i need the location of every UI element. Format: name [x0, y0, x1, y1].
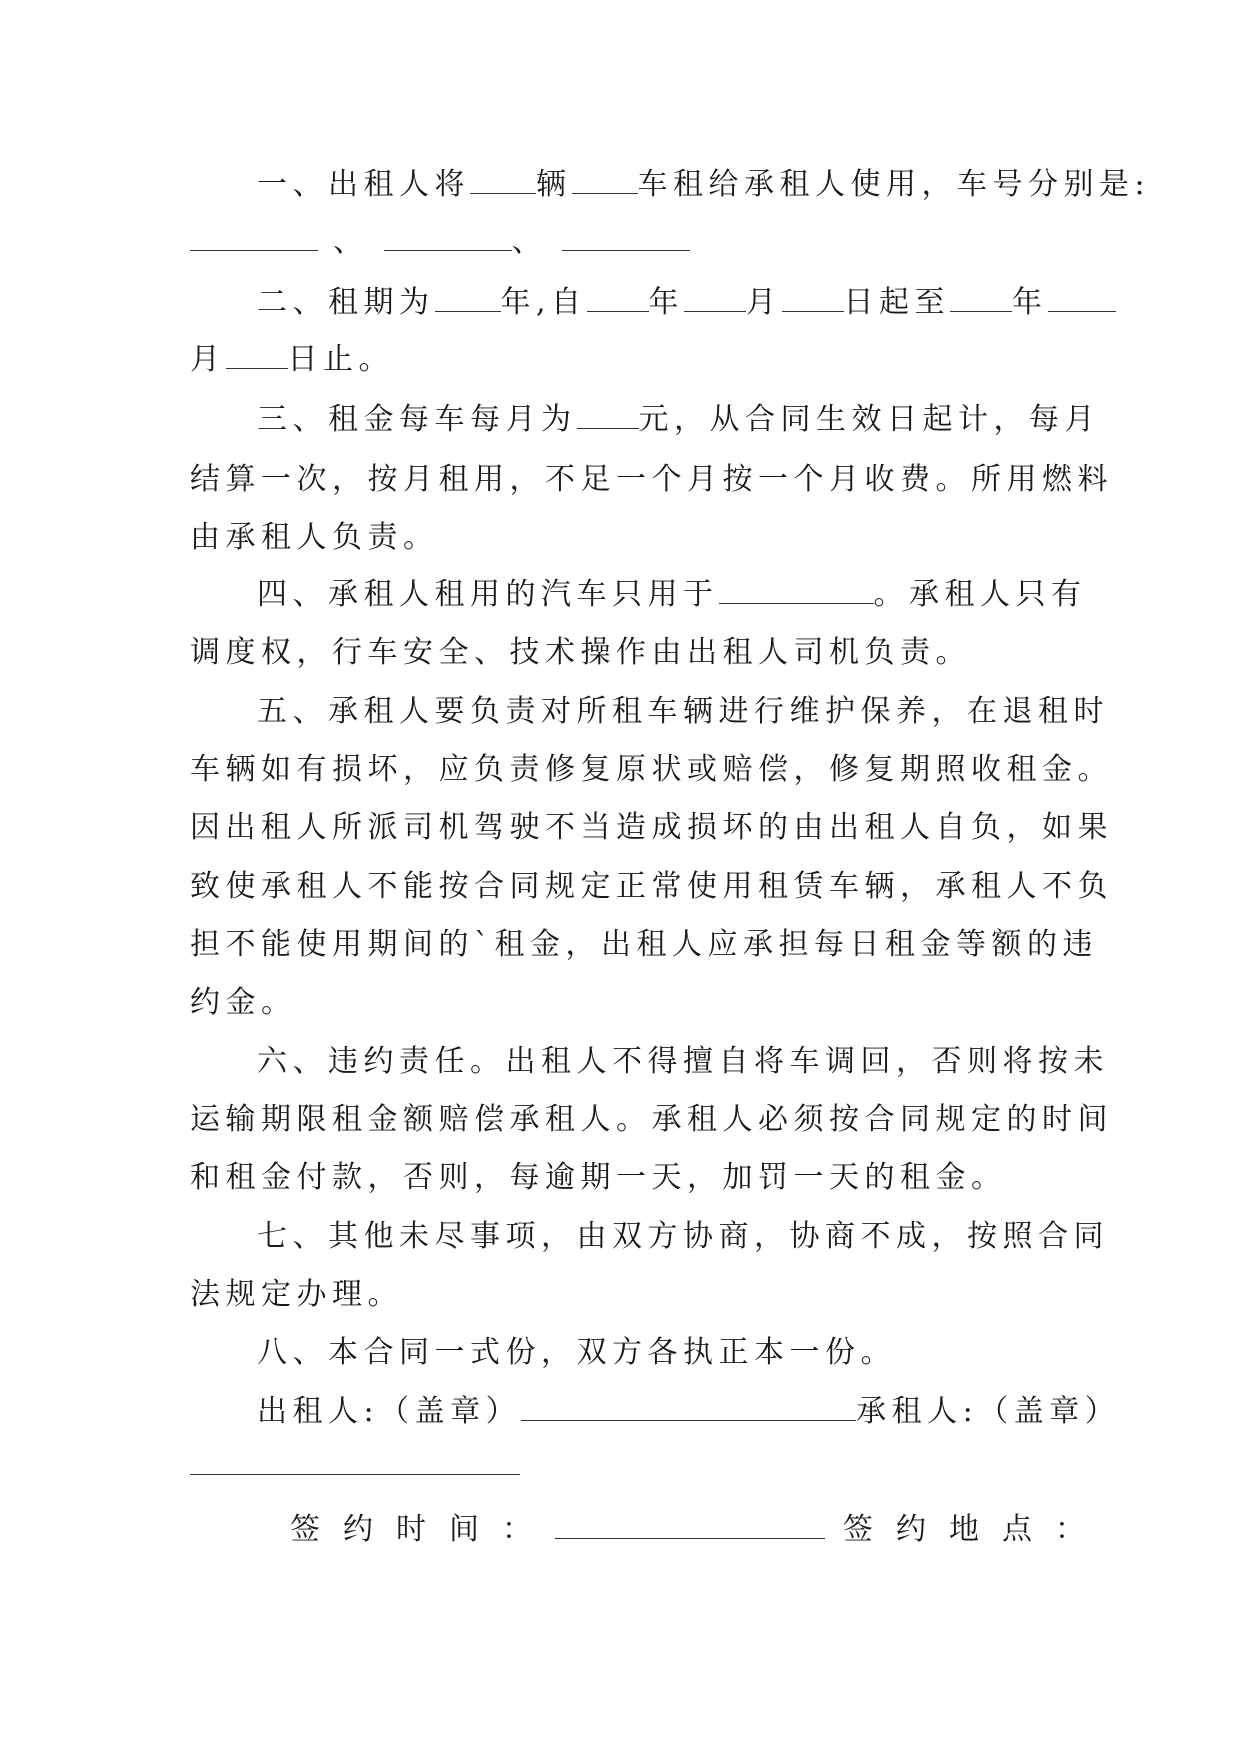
clause-3-text: 元，从合同生效日起计，每月	[638, 402, 1100, 437]
end-day-blank	[226, 342, 288, 369]
clause-3-line-3: 由承租人负责。	[190, 520, 439, 555]
rent-amount-blank	[577, 402, 639, 429]
clause-1-text: 辆	[536, 167, 572, 202]
clause-2-line-1	[257, 283, 1116, 323]
clause-6-line-2: 运输期限租金额赔偿承租人。承租人必须按合同规定的时间	[190, 1102, 1113, 1137]
clause-6-line-3: 和租金付款，否则，每逾期一天，加罚一天的租金。	[190, 1160, 1007, 1195]
vehicle-count-blank	[470, 167, 536, 194]
clause-1-line-1	[257, 165, 1150, 205]
clause-2-text: 月	[746, 285, 782, 320]
clause-8-line-1: 八、本合同一式份，双方各执正本一份。	[257, 1335, 896, 1370]
start-year-blank	[587, 285, 649, 312]
vehicle-purpose-blank	[719, 577, 874, 604]
sign-time-label: 签约时间：	[290, 1512, 555, 1547]
clause-2-text: 年,自	[500, 285, 587, 320]
lessee-seal-label: 承租人:（盖章）	[856, 1394, 1121, 1429]
clause-7-line-1: 七、其他未尽事项，由双方协商，协商不成，按照合同	[257, 1219, 1109, 1254]
clause-1-text: 车租给承租人使用，车号分别是:	[637, 167, 1151, 202]
clause-5-line-4: 致使承租人不能按合同规定正常使用租赁车辆，承租人不负	[190, 869, 1113, 904]
lessor-seal-label: 出租人:（盖章）	[257, 1394, 522, 1429]
start-day-blank	[782, 285, 844, 312]
start-month-blank	[684, 285, 746, 312]
clause-4-line-2: 调度权，行车安全、技术操作由出租人司机负责。	[190, 635, 971, 670]
plate-number-blank	[562, 224, 690, 251]
end-month-blank	[1048, 285, 1116, 312]
clause-5-line-1: 五、承租人要负责对所租车辆进行维护保养，在退租时	[257, 694, 1109, 729]
lessee-seal-line	[190, 1446, 520, 1486]
vehicle-type-blank	[572, 167, 638, 194]
clause-2-text: 年	[648, 285, 685, 320]
signature-seal-line	[257, 1392, 1120, 1432]
lessee-seal-blank	[190, 1448, 520, 1475]
plate-number-blank	[384, 224, 512, 251]
clause-3-line-2: 结算一次，按月租用，不足一个月按一个月收费。所用燃料	[190, 462, 1113, 497]
clause-2-text: 日止。	[287, 342, 394, 377]
separator: 、	[511, 224, 548, 259]
separator: 、	[333, 224, 369, 259]
clause-7-line-2: 法规定办理。	[190, 1277, 403, 1312]
clause-2-text: 日起至	[843, 285, 951, 320]
clause-2-text: 年	[1012, 285, 1048, 320]
clause-2-line-2	[190, 340, 394, 380]
clause-5-line-3: 因出租人所派司机驾驶不当造成损坏的由出租人自负，如果	[190, 810, 1113, 845]
clause-4-line-1	[257, 575, 1087, 615]
clause-5-line-6: 约金。	[190, 985, 297, 1020]
clause-5-line-2: 车辆如有损坏，应负责修复原状或赔偿，修复期照收租金。	[190, 752, 1113, 787]
clause-1-text: 一、出租人将	[257, 167, 470, 202]
clause-3-line-1	[257, 400, 1100, 440]
clause-5-line-5: 担不能使用期间的`租金，出租人应承担每日租金等额的违	[190, 927, 1098, 962]
sign-time-blank	[555, 1512, 825, 1539]
clause-4-text: 。承租人只有	[873, 577, 1087, 612]
clause-6-line-1: 六、违约责任。出租人不得擅自将车调回，否则将按未	[257, 1044, 1109, 1079]
sign-place-label: 签约地点：	[843, 1512, 1108, 1547]
signing-info-line	[290, 1510, 1108, 1550]
term-years-blank	[435, 285, 501, 312]
clause-2-text: 二、租期为	[257, 285, 435, 320]
clause-3-text: 三、租金每车每月为	[257, 402, 577, 437]
clause-2-text: 月	[190, 342, 226, 377]
plate-number-blank	[190, 224, 318, 251]
clause-4-text: 四、承租人租用的汽车只用于	[257, 577, 719, 612]
end-year-blank	[950, 285, 1012, 312]
clause-1-line-2	[190, 222, 690, 262]
lessor-seal-blank	[521, 1394, 856, 1421]
